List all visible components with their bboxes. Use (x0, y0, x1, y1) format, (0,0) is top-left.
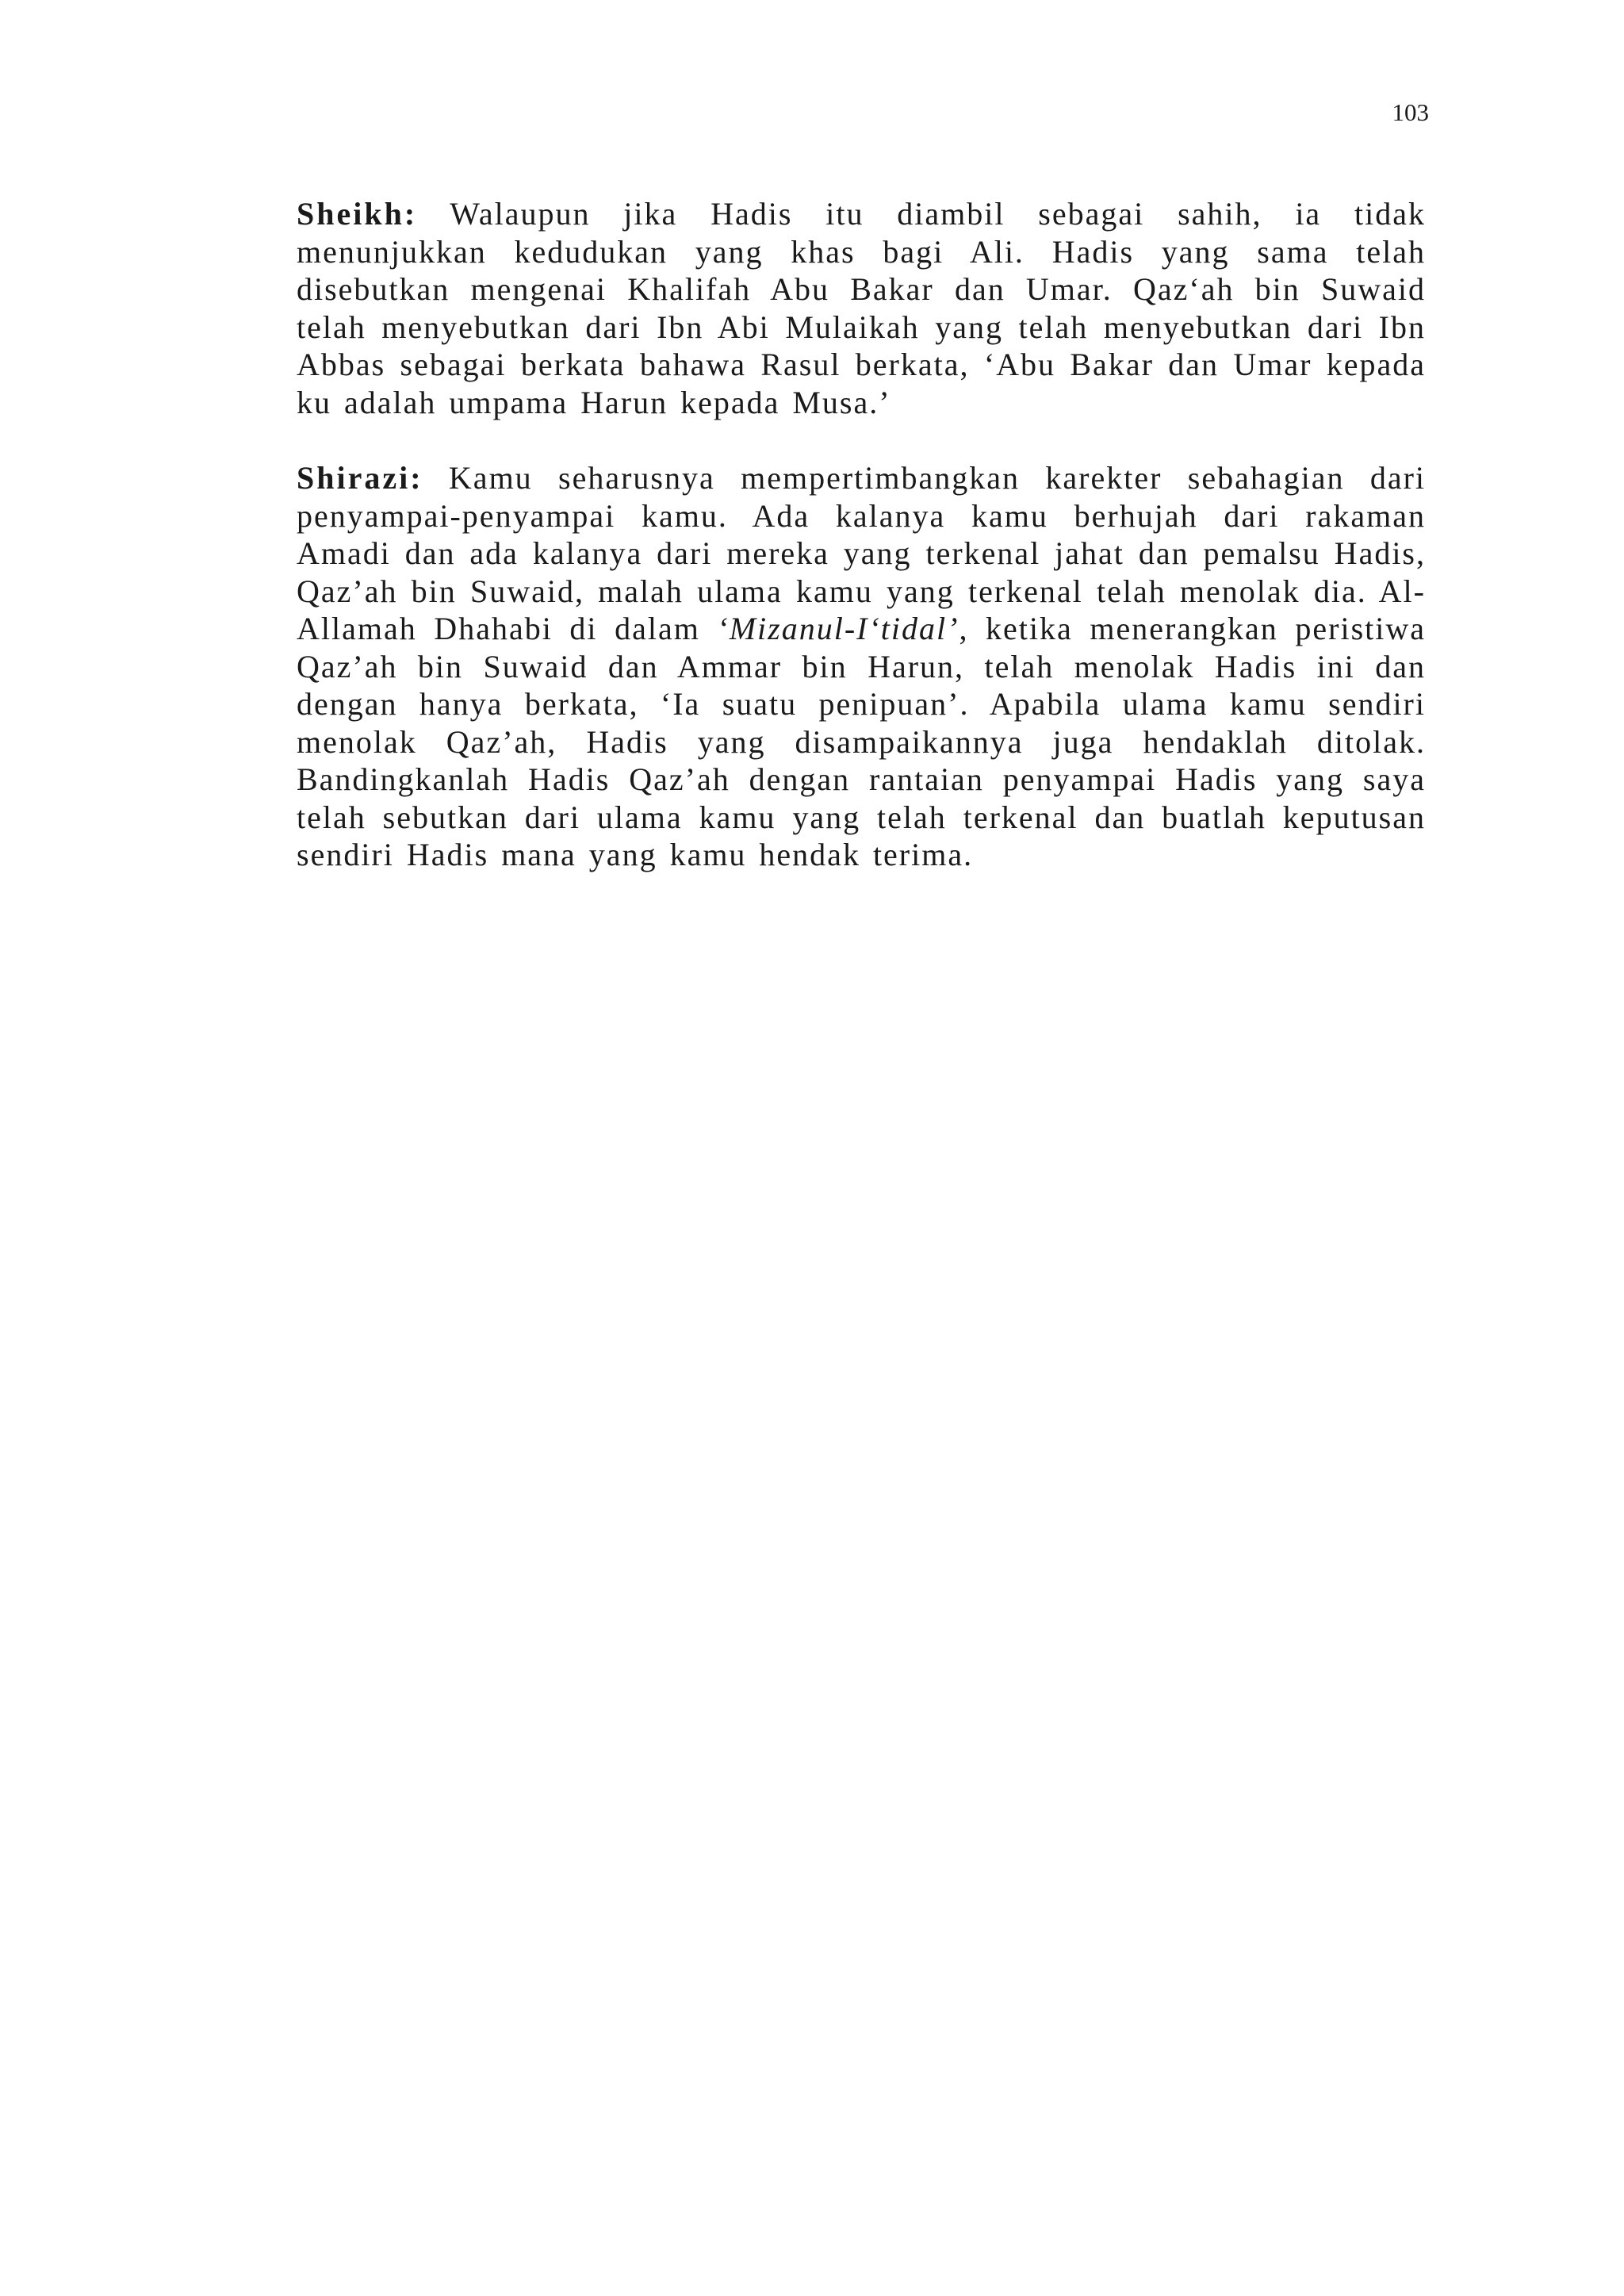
paragraph-shirazi (297, 459, 1426, 874)
paragraph-text: Walaupun jika Hadis itu diambil sebagai sahih, ia tidak menunjukkan kedudukan yang khas bagi Ali. Hadis yang sama telah disebutkan mengenai Khalifah Abu Bakar dan Umar. Qaz‘ah bin Suwaid telah menyebutkan dari Ibn Abi Mulaikah yang telah menyebutkan dari Ibn Abbas sebagai berkata bahawa Rasul berkata, ‘Abu Bakar dan Umar kepada ku adalah umpama Harun kepada Musa.’ (297, 196, 1426, 420)
page-body (297, 195, 1426, 874)
page-number: 103 (1392, 98, 1429, 126)
paragraph-text-continued: , ketika menerangkan peristiwa Qaz’ah bin Suwaid dan Ammar bin Harun, telah menolak Hadis ini dan dengan hanya berkata, ‘Ia suatu penipuan’. Apabila ulama kamu sendiri menolak Qaz’ah, Hadis yang disampaikannya juga hendaklah ditolak. Bandingkanlah Hadis Qaz’ah dengan rantaian penyampai Hadis yang saya telah sebutkan dari ulama kamu yang telah terkenal dan buatlah keputusan sendiri Hadis mana yang kamu hendak terima. (297, 611, 1427, 872)
book-title: ‘Mizanul-I‘tidal’ (717, 611, 959, 646)
speaker-label: Shirazi: (297, 460, 423, 496)
speaker-label: Sheikh: (297, 196, 418, 232)
paragraph-sheikh (297, 195, 1426, 421)
paragraph-text: Kamu seharusnya mempertimbangkan karekter sebahagian dari penyampai-penyampai kamu. Ada kalanya kamu berhujah dari rakaman Amadi dan ada kalanya dari mereka yang terkenal jahat dan pemalsu Hadis, Qaz’ah bin Suwaid, malah ulama kamu yang terkenal telah menolak dia. Al-Allamah Dhahabi di dalam (297, 460, 1427, 646)
